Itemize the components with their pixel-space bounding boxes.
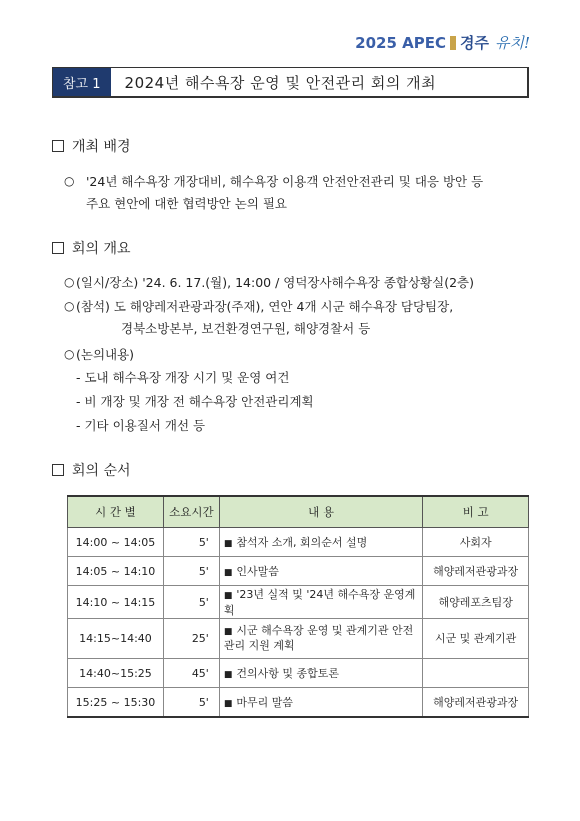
header-content: 내 용 xyxy=(219,496,422,528)
section-heading-text: 회의 순서 xyxy=(72,463,131,479)
overview-attendees-1: (참석) 도 해양레저관광과장(주재), 연안 4개 시군 해수욕장 담당팀장, xyxy=(76,299,454,314)
cell-content-text: 인사말씀 xyxy=(236,565,279,578)
cell-time: 14:00 ~ 14:05 xyxy=(68,528,164,557)
bullet-circle-icon: ○ xyxy=(64,299,75,313)
table-row xyxy=(68,688,529,718)
cell-content xyxy=(219,659,422,688)
page-title: 2024년 해수욕장 운영 및 안전관리 회의 개최 xyxy=(124,73,437,92)
cell-duration: 5' xyxy=(163,586,219,619)
cell-content-text: 건의사항 및 종합토론 xyxy=(236,667,339,680)
square-bullet-icon: ■ xyxy=(223,670,233,680)
cell-note: 해양레저관광과장 xyxy=(423,688,529,718)
cell-time: 14:15~14:40 xyxy=(68,619,164,659)
logo-mark-icon xyxy=(450,36,456,50)
section-order-heading xyxy=(52,460,131,480)
table-header-row xyxy=(68,496,529,528)
cell-duration: 45' xyxy=(163,659,219,688)
cell-content-text: '23년 실적 및 '24년 해수욕장 운영계획 xyxy=(223,588,416,617)
bullet-circle-icon: ○ xyxy=(64,174,75,188)
agenda-item: - 도내 해수욕장 개장 시기 및 운영 여건 xyxy=(76,370,290,385)
cell-note: 해양레포츠팀장 xyxy=(423,586,529,619)
cell-time: 14:10 ~ 14:15 xyxy=(68,586,164,619)
cell-content-text: 마무리 말씀 xyxy=(236,696,293,709)
cell-content xyxy=(219,586,422,619)
cell-duration: 5' xyxy=(163,528,219,557)
cell-note: 사회자 xyxy=(423,528,529,557)
square-bullet-icon: ■ xyxy=(223,568,233,578)
square-bullet-icon: ■ xyxy=(223,539,233,549)
cell-note: 시군 및 관계기관 xyxy=(423,619,529,659)
table-row xyxy=(68,619,529,659)
checkbox-square-icon xyxy=(52,140,64,152)
cell-content xyxy=(219,619,422,659)
checkbox-square-icon xyxy=(52,242,64,254)
logo-year-apec: 2025 APEC xyxy=(355,33,446,52)
table-row xyxy=(68,528,529,557)
background-line-1: '24년 해수욕장 개장대비, 해수욕장 이용객 안전안전관리 및 대응 방안 등 xyxy=(86,174,484,189)
cell-time: 14:40~15:25 xyxy=(68,659,164,688)
header-note: 비 고 xyxy=(423,496,529,528)
reference-tag: 참고 1 xyxy=(53,68,111,96)
cell-duration: 5' xyxy=(163,688,219,718)
header-duration: 소요시간 xyxy=(163,496,219,528)
apec-logo xyxy=(355,32,530,53)
background-line-2: 주요 현안에 대한 협력방안 논의 필요 xyxy=(86,196,287,211)
section-heading-text: 개최 배경 xyxy=(72,139,131,155)
table-row xyxy=(68,659,529,688)
square-bullet-icon: ■ xyxy=(223,699,233,709)
overview-agenda-label: (논의내용) xyxy=(76,347,135,362)
cell-content-text: 시군 해수욕장 운영 및 관계기관 안전관리 지원 계획 xyxy=(223,624,414,652)
agenda-item: - 비 개장 및 개장 전 해수욕장 안전관리계획 xyxy=(76,394,314,409)
table-row xyxy=(68,557,529,586)
table-row xyxy=(68,586,529,619)
agenda-item: - 기타 이용질서 개선 등 xyxy=(76,418,206,433)
title-box xyxy=(52,67,529,98)
cell-content xyxy=(219,528,422,557)
cell-duration: 25' xyxy=(163,619,219,659)
bullet-circle-icon: ○ xyxy=(64,275,75,289)
overview-attendees-2: 경북소방본부, 보건환경연구원, 해양경찰서 등 xyxy=(121,321,371,336)
logo-city: 경주 xyxy=(460,34,489,52)
logo-slogan: 유치! xyxy=(494,34,530,52)
section-background-heading xyxy=(52,136,131,156)
cell-content xyxy=(219,557,422,586)
cell-note: 해양레저관광과장 xyxy=(423,557,529,586)
cell-content xyxy=(219,688,422,718)
square-bullet-icon: ■ xyxy=(223,591,233,601)
cell-content-text: 참석자 소개, 회의순서 설명 xyxy=(236,536,368,549)
overview-when: (일시/장소) '24. 6. 17.(월), 14:00 / 영덕장사해수욕장 종합상황실(2층) xyxy=(76,275,474,290)
cell-duration: 5' xyxy=(163,557,219,586)
cell-time: 14:05 ~ 14:10 xyxy=(68,557,164,586)
section-heading-text: 회의 개요 xyxy=(72,241,131,257)
square-bullet-icon: ■ xyxy=(223,627,233,637)
header-time: 시 간 별 xyxy=(68,496,164,528)
section-overview-heading xyxy=(52,238,131,258)
checkbox-square-icon xyxy=(52,464,64,476)
cell-time: 15:25 ~ 15:30 xyxy=(68,688,164,718)
cell-note xyxy=(423,659,529,688)
meeting-schedule-table xyxy=(67,495,529,718)
bullet-circle-icon: ○ xyxy=(64,347,75,361)
